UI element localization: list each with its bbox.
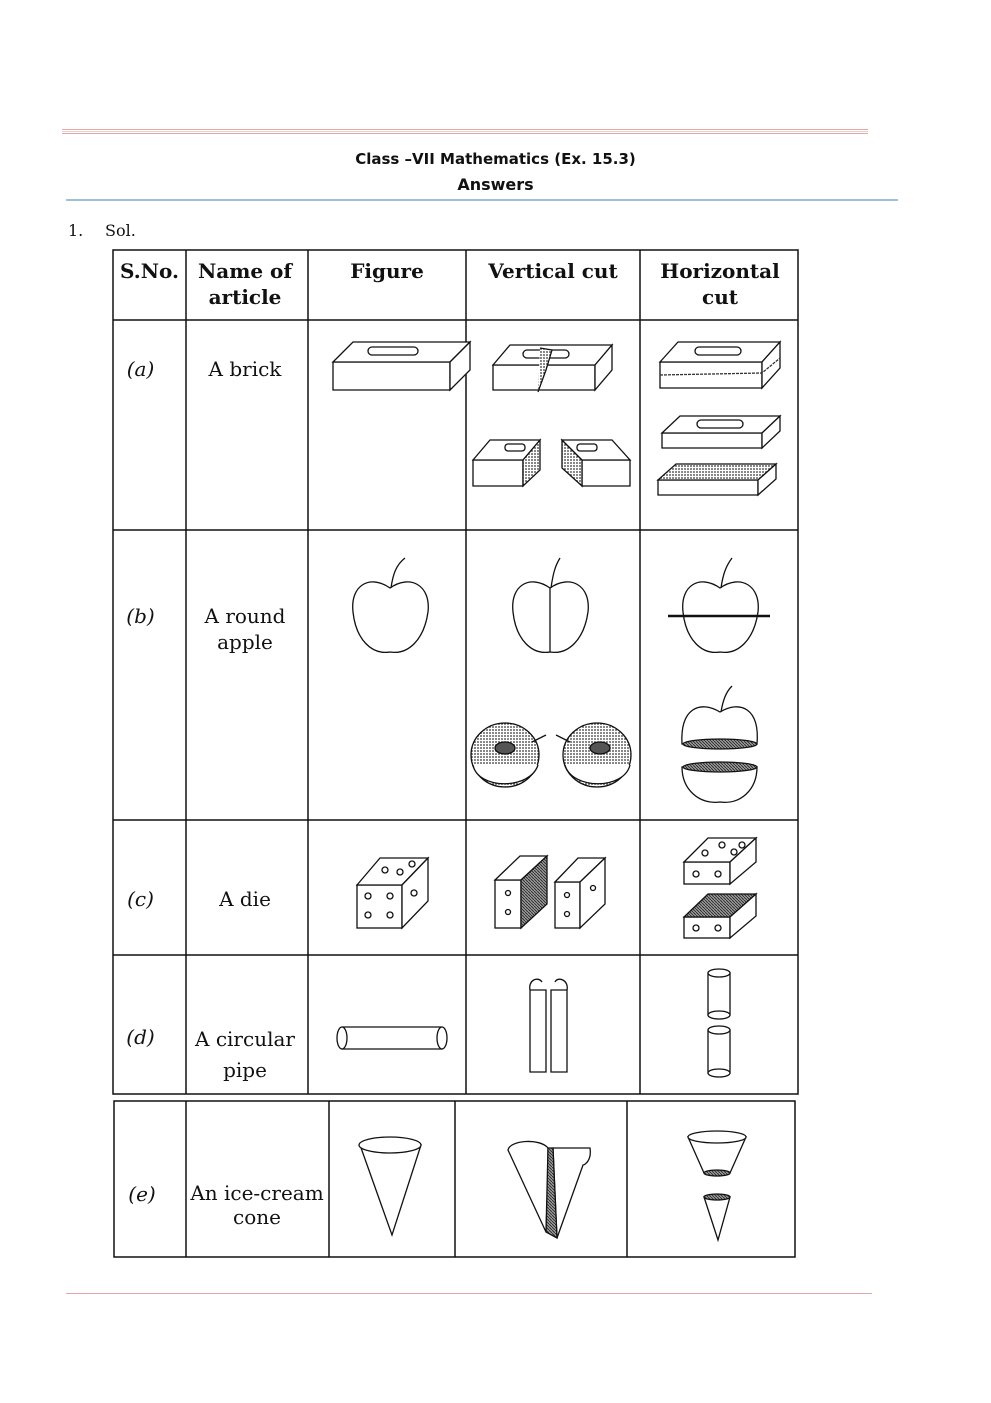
- pipe-vertical-cut: [530, 979, 568, 1072]
- die-vertical-cut: [495, 856, 605, 928]
- brick-horizontal-cut: [658, 342, 780, 495]
- column-header-vertical-cut: Vertical cut: [488, 259, 618, 283]
- apple-horizontal-cut: [668, 558, 770, 802]
- brick-figure: [333, 342, 470, 390]
- cone-horizontal-cut: [688, 1131, 746, 1240]
- row-d-name: A circular pipe: [195, 1027, 295, 1082]
- pipe-horizontal-cut: [708, 969, 730, 1077]
- column-header-figure: Figure: [350, 259, 424, 283]
- column-header-horizontal-cut: Horizontal cut: [660, 259, 780, 309]
- row-e-sno: (e): [128, 1182, 156, 1206]
- question-label: Sol.: [105, 221, 136, 240]
- brick-vertical-cut: [473, 345, 630, 486]
- pipe-figure: [337, 1027, 447, 1049]
- row-e-name: An ice-cream cone: [190, 1181, 324, 1229]
- row-a-sno: (a): [126, 357, 155, 381]
- die-figure: [357, 858, 428, 928]
- cone-vertical-cut: [508, 1141, 590, 1238]
- row-a-name: A brick: [208, 357, 282, 381]
- column-header-sno: S.No.: [120, 259, 179, 283]
- page-title: Class –VII Mathematics (Ex. 15.3): [355, 150, 636, 168]
- page-subtitle: Answers: [457, 175, 534, 194]
- die-horizontal-cut: [684, 838, 756, 938]
- row-c-sno: (c): [127, 887, 154, 911]
- cone-figure: [359, 1137, 421, 1235]
- apple-figure: [353, 558, 429, 652]
- question-number: 1.: [68, 221, 84, 240]
- row-d-sno: (d): [126, 1025, 155, 1049]
- table-grid: [113, 250, 798, 1257]
- apple-vertical-cut: [471, 558, 631, 787]
- column-header-name: Name of article: [197, 259, 293, 309]
- row-b-sno: (b): [126, 604, 155, 628]
- row-c-name: A die: [219, 887, 271, 911]
- row-b-name: A round apple: [204, 604, 286, 654]
- footer-rule: [66, 1293, 872, 1294]
